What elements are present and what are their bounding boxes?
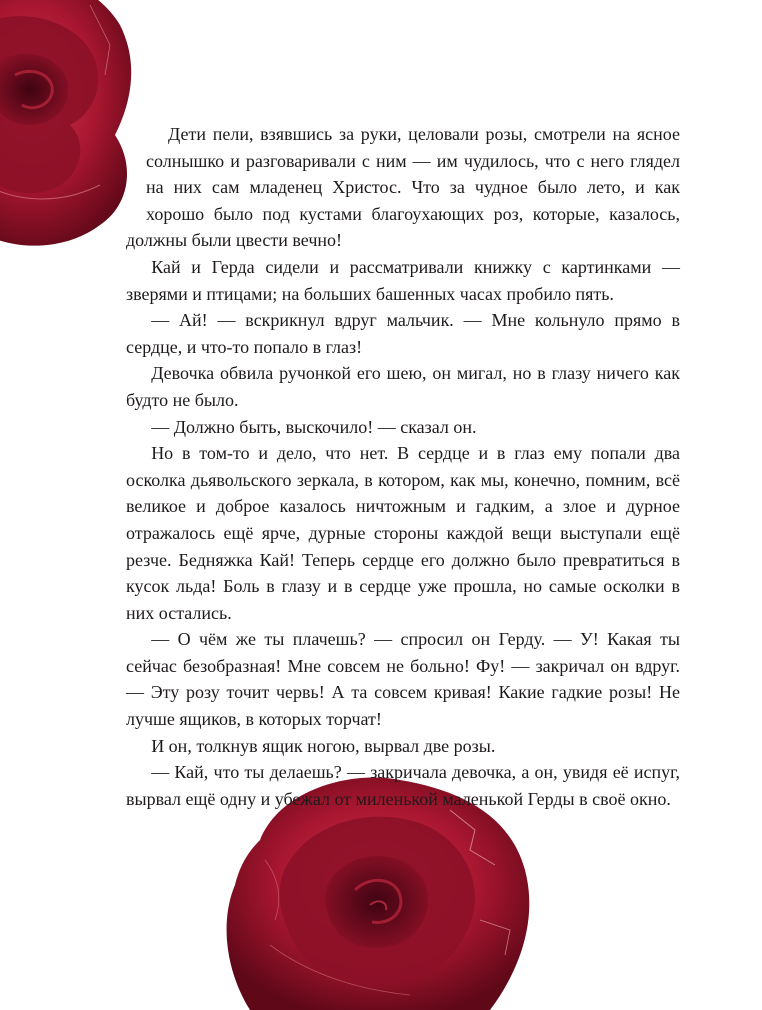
- paragraph-8: И он, толкнув ящик ногою, вырвал две розы.: [151, 735, 496, 756]
- paragraph-5: — Должно быть, выскочило! — сказал он.: [151, 416, 477, 437]
- paragraph-4: Девочка обвила ручонкой его шею, он мигал, но в глазу ничего как будто не было.: [126, 363, 680, 410]
- paragraph-1-text: Дети пели, взявшись за руки, целовали розы, смотрели на ясное солнышко и разговаривали с ним — им чудилось, что с него глядел на них сам младенец Христос. Что за чудное было лето, и как хорошо было под кустами благоухающих роз, которые, казалось, должны были цвести вечно!: [126, 124, 680, 251]
- paragraph-7: — О чём же ты плачешь? — спросил он Герду. — У! Какая ты сейчас безобразная! Мне совсем не больно! Фу! — закричал он вдруг. — Эту розу точит червь! А та совсем кривая! Какие гадкие розы! Не лучше ящиков, в которых торчат!: [126, 629, 680, 730]
- paragraph-6: Но в том-то и дело, что нет. В сердце и в глаз ему попали два осколка дьявольского зеркала, в котором, как мы, конечно, помним, всё великое и доброе казалось ничтожным и гадким, а злое и дурное отражалось ещё ярче, дурные стороны каждой вещи выступали ещё резче. Бедняжка Кай! Теперь сердце его должно было превратиться в кусок льда! Боль в глазу и в сердце уже прошла, но самые осколки в них остались.: [126, 443, 680, 623]
- paragraph-2: Кай и Герда сидели и рассматривали книжку с картинками — зверями и птицами; на больших башенных часах пробило пять.: [126, 256, 680, 304]
- paragraph-9: — Кай, что ты делаешь? — закричала девочка, а он, увидя её испуг, вырвал ещё одну и убежал от миленькой маленькой Герды в своё окно.: [126, 762, 680, 809]
- rose-illustration-top: [0, 0, 140, 255]
- wrap-spacer: [126, 121, 146, 227]
- paragraph-1: [126, 121, 680, 254]
- paragraph-3: — Ай! — вскрикнул вдруг мальчик. — Мне кольнуло прямо в сердце, и что-то попало в глаз!: [126, 310, 680, 357]
- story-text: [126, 121, 680, 812]
